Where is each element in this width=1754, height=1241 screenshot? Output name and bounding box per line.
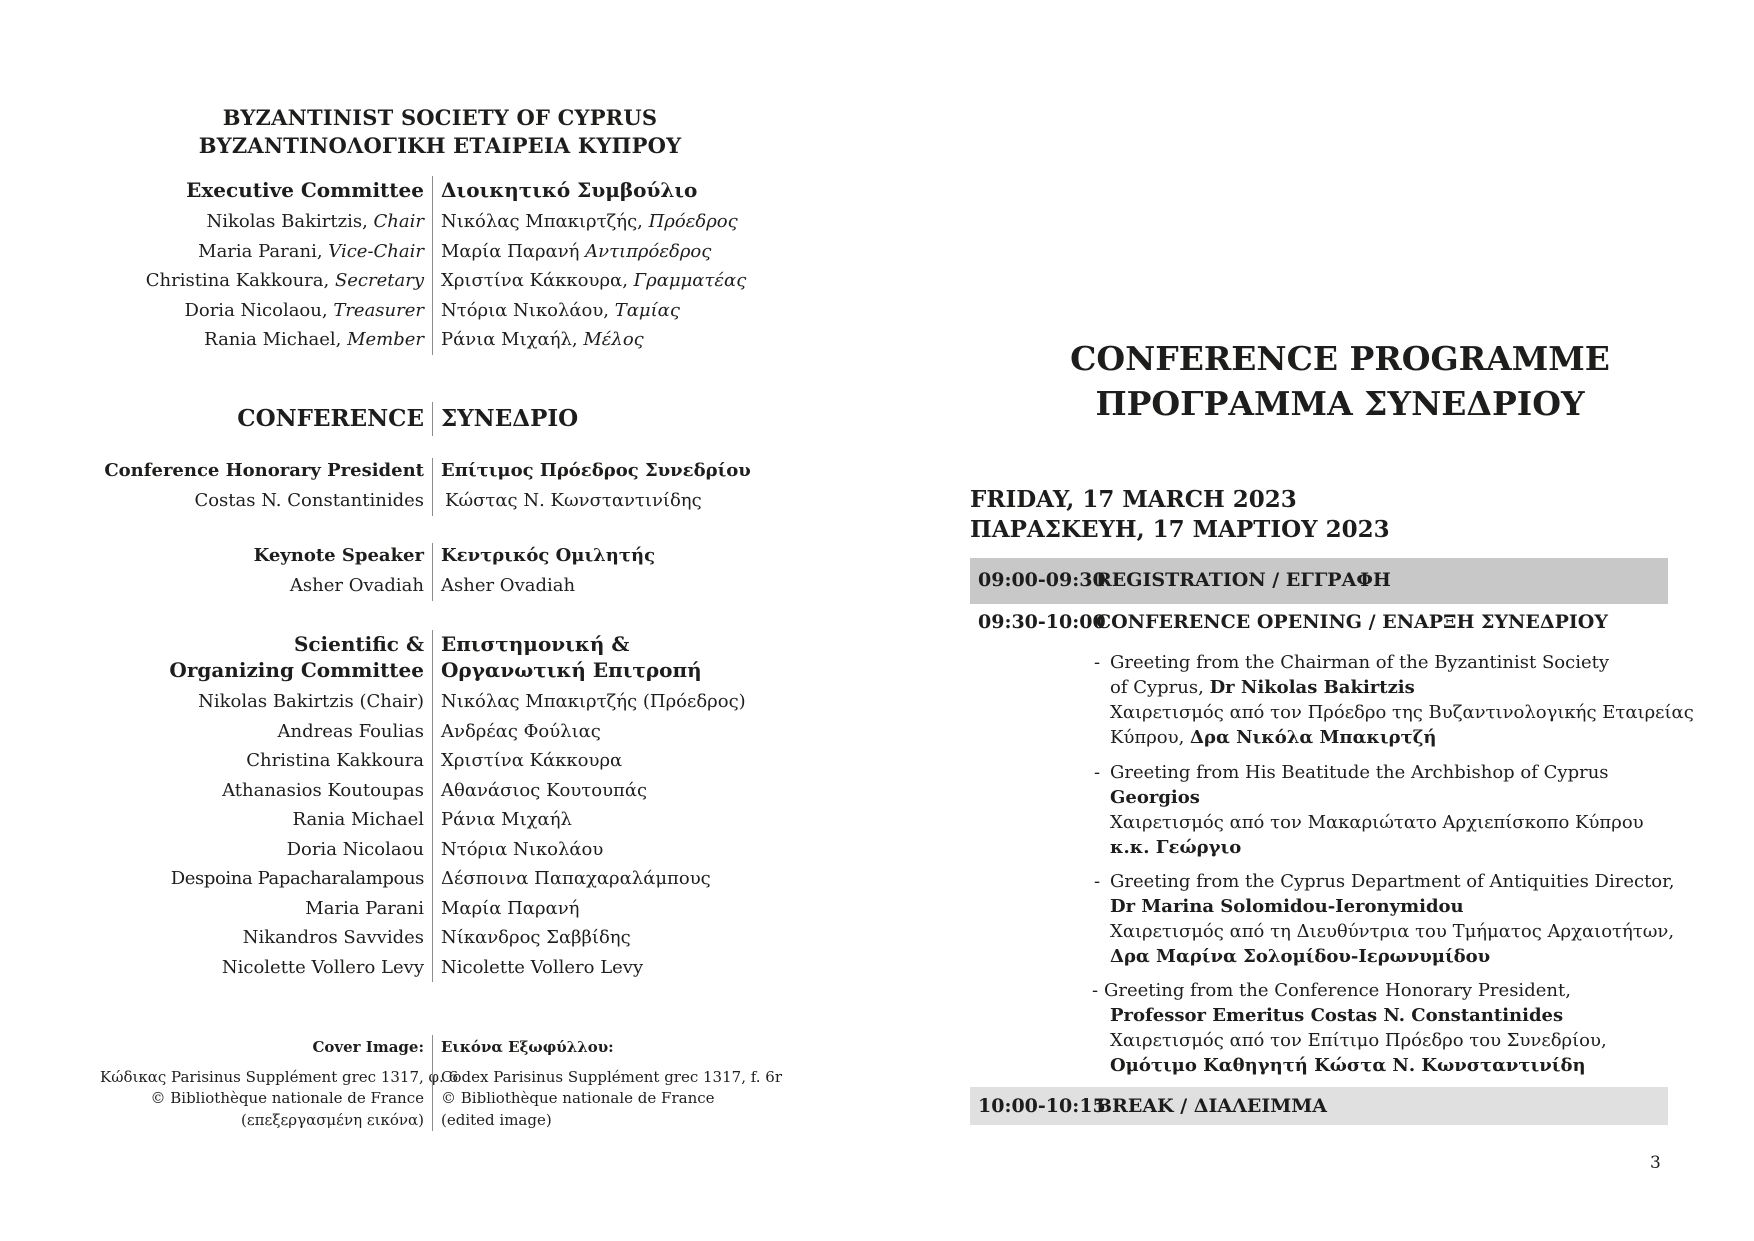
committee-member-gr: Ντόρια Νικολάου [432, 835, 780, 865]
committee-member-row [100, 894, 780, 924]
committee-member-gr: Ράνια Μιχαήλ [432, 805, 780, 835]
greeting-gr-line1: Χαιρετισμός από τον Μακαριώτατο Αρχιεπίσκοπο Κύπρου [1110, 812, 1644, 833]
keynote-name-gr: Asher Ovadiah [432, 571, 780, 601]
honorary-heading-gr: Επίτιμος Πρόεδρος Συνεδρίου [432, 458, 780, 486]
cover-left-line: (επεξεργασμένη εικόνα) [241, 1110, 424, 1129]
honorary-heading-row [100, 458, 780, 486]
member-role-gr: Ταμίας [614, 299, 680, 321]
conference-heading-row [100, 402, 780, 436]
member-role-en: Vice-Chair [328, 240, 424, 262]
bullet-dash: - [1094, 652, 1101, 673]
registration-label: REGISTRATION / ΕΓΓΡΑΦΗ [1096, 569, 1391, 591]
greeting-gr-line1: Χαιρετισμός από τον Επίτιμο Πρόεδρο του Συνεδρίου, [1110, 1030, 1607, 1051]
cover-right-line: (edited image) [432, 1110, 780, 1132]
conference-heading-en: CONFERENCE [237, 405, 424, 432]
committee-heading-gr-2: Οργανωτική Επιτροπή [441, 658, 702, 682]
greeting-item [1094, 650, 1694, 750]
member-role-gr: Αντιπρόεδρος [585, 240, 712, 262]
committee-member-gr: Ανδρέας Φούλιας [432, 717, 780, 747]
greeting-item [1094, 760, 1674, 860]
programme-title [970, 336, 1710, 426]
opening-row [970, 609, 1668, 639]
greeting-gr-name: Δρα Νικόλα Μπακιρτζή [1190, 727, 1437, 748]
committee-member-row [100, 864, 780, 894]
greeting-gr-name: Δρα Μαρίνα Σολομίδου-Ιερωνυμίδου [1110, 946, 1491, 967]
committee-member-gr: Νικόλας Μπακιρτζής (Πρόεδρος) [432, 687, 780, 717]
committee-member-row [100, 717, 780, 747]
greeting-en-line2: of Cyprus, [1110, 677, 1210, 698]
keynote-name-en: Asher Ovadiah [289, 575, 424, 596]
registration-row [970, 558, 1668, 604]
keynote-heading-gr: Κεντρικός Ομιλητής [432, 543, 780, 571]
honorary-president-block [100, 458, 780, 516]
member-role-en: Secretary [334, 270, 424, 291]
committee-member-row [100, 687, 780, 717]
executive-committee-block [100, 176, 780, 355]
cover-left-line: Κώδικας Parisinus Supplément grec 1317, φ. 6 [100, 1067, 459, 1086]
cover-heading-left: Cover Image: [312, 1038, 424, 1056]
committee-member-en: Rania Michael [292, 809, 424, 830]
committee-member-row [100, 746, 780, 776]
committee-member-en: Athanasios Koutoupas [222, 779, 424, 801]
break-label: BREAK / ΔΙΑΛΕΙΜΜΑ [1096, 1095, 1328, 1117]
committee-member-row [100, 805, 780, 835]
break-time: 10:00-10:15 [978, 1095, 1106, 1117]
honorary-name-row [100, 486, 780, 516]
greeting-gr-line2: Κύπρου, [1110, 727, 1191, 748]
cover-right-line: Codex Parisinus Supplément grec 1317, f. 6r [432, 1067, 782, 1089]
committee-heading-en-2: Organizing Committee [169, 658, 424, 682]
page-number: 3 [1650, 1153, 1661, 1173]
member-role-gr: Μέλος [583, 329, 644, 350]
executive-member-row [100, 296, 780, 326]
executive-heading-en: Executive Committee [186, 178, 424, 202]
bullet-dash: - [1092, 980, 1099, 1001]
greeting-en-name: Dr Marina Solomidou-Ieronymidou [1110, 896, 1464, 917]
greeting-gr-name: Ομότιμο Καθηγητή Κώστα Ν. Κωνσταντινίδη [1110, 1055, 1586, 1076]
programme-title-en: CONFERENCE PROGRAMME [1070, 339, 1610, 378]
organizing-committee-block [100, 630, 780, 982]
bullet-dash: - [1094, 871, 1101, 892]
keynote-name-row [100, 571, 780, 601]
cover-heading-right: Εικόνα Εξωφύλλου: [432, 1035, 780, 1067]
cover-credit-row [100, 1110, 780, 1132]
member-role-gr: Πρόεδρος [648, 211, 738, 232]
greeting-gr-line1: Χαιρετισμός από τον Πρόεδρο της Βυζαντινολογικής Εταιρείας [1110, 702, 1694, 723]
keynote-heading-en: Keynote Speaker [253, 545, 424, 566]
registration-time: 09:00-09:30 [978, 569, 1106, 591]
committee-member-row [100, 776, 780, 806]
committee-member-row [100, 835, 780, 865]
society-title-gr: ΒΥΖΑΝΤΙΝΟΛΟΓΙΚΗ ΕΤΑΙΡΕΙΑ ΚΥΠΡΟΥ [198, 133, 682, 158]
committee-member-en: Christina Kakkoura [246, 750, 424, 771]
committee-member-row [100, 923, 780, 953]
break-row [970, 1087, 1668, 1125]
honorary-name-en: Costas N. Constantinides [194, 490, 424, 511]
cover-credit-row [100, 1067, 780, 1089]
executive-member-row [100, 237, 780, 267]
executive-member-row [100, 207, 780, 237]
executive-member-row [100, 266, 780, 296]
keynote-heading-row [100, 543, 780, 571]
society-title [160, 104, 720, 160]
committee-member-gr: Nicolette Vollero Levy [432, 953, 780, 983]
cover-left-line: © Bibliothèque nationale de France [150, 1089, 424, 1107]
member-name-gr: Χριστίνα Κάκκουρα, [441, 270, 634, 291]
cover-credit-row [100, 1088, 780, 1110]
greeting-en-line1: Greeting from His Beatitude the Archbishop of Cyprus [1110, 762, 1609, 783]
committee-member-gr: Αθανάσιος Κουτουπάς [432, 776, 780, 806]
committee-member-gr: Χριστίνα Κάκκουρα [432, 746, 780, 776]
member-name-gr: Μαρία Παρανή [441, 240, 586, 262]
member-name-en: Christina Kakkoura, [145, 270, 335, 291]
committee-member-row [100, 953, 780, 983]
committee-member-en: Despoina Papacharalampous [170, 868, 424, 889]
honorary-name-gr: Κώστας Ν. Κωνσταντινίδης [432, 486, 780, 516]
committee-member-en: Nikandros Savvides [242, 927, 424, 948]
greeting-en-line1: Greeting from the Chairman of the Byzantinist Society [1110, 652, 1609, 673]
committee-member-en: Maria Parani [305, 897, 424, 919]
committee-member-en: Nikolas Bakirtzis (Chair) [198, 691, 424, 712]
opening-time: 09:30-10:00 [978, 611, 1106, 633]
member-role-gr: Γραμματέας [633, 270, 747, 291]
cover-right-line: © Bibliothèque nationale de France [432, 1088, 780, 1110]
honorary-heading-en: Conference Honorary President [104, 460, 424, 481]
member-name-gr: Ντόρια Νικολάου, [441, 299, 615, 321]
keynote-block [100, 543, 780, 601]
member-name-en: Maria Parani, [198, 240, 329, 262]
committee-heading-en-1: Scientific & [293, 632, 424, 656]
greeting-gr-line1: Χαιρετισμός από τη Διευθύντρια του Τμήματος Αρχαιοτήτων, [1110, 921, 1675, 942]
committee-heading-row [100, 630, 780, 687]
member-role-en: Treasurer [333, 299, 424, 321]
committee-member-gr: Νίκανδρος Σαββίδης [432, 923, 780, 953]
society-title-en: BYZANTINIST SOCIETY OF CYPRUS [222, 105, 658, 130]
committee-member-gr: Μαρία Παρανή [432, 894, 780, 924]
committee-heading-gr-1: Επιστημονική & [441, 632, 630, 656]
bullet-dash: - [1094, 762, 1101, 783]
executive-heading-gr: Διοικητικό Συμβούλιο [432, 176, 780, 207]
cover-credits-block [100, 1035, 780, 1131]
conference-heading-block [100, 402, 780, 436]
conference-heading-gr: ΣΥΝΕΔΡΙΟ [432, 402, 780, 436]
member-name-en: Nikolas Bakirtzis, [206, 211, 374, 232]
committee-member-gr: Δέσποινα Παπαχαραλάμπους [432, 864, 780, 894]
member-role-en: Member [347, 329, 424, 350]
committee-member-en: Doria Nicolaou [286, 838, 424, 860]
member-name-gr: Ράνια Μιχαήλ, [441, 329, 584, 350]
member-name-en: Doria Nicolaou, [184, 299, 334, 321]
programme-title-gr: ΠΡΟΓΡΑΜΜΑ ΣΥΝΕΔΡΙΟΥ [1095, 384, 1585, 423]
greeting-en-name: Professor Emeritus Costas N. Constantinides [1110, 1005, 1564, 1026]
member-name-en: Rania Michael, [204, 329, 348, 350]
member-role-en: Chair [373, 211, 424, 232]
member-name-gr: Νικόλας Μπακιρτζής, [441, 211, 649, 232]
day-heading-en: FRIDAY, 17 MARCH 2023 [970, 486, 1297, 513]
committee-member-en: Nicolette Vollero Levy [221, 956, 424, 978]
greeting-item [1092, 978, 1672, 1078]
day-heading-gr: ΠΑΡΑΣΚΕΥΗ, 17 ΜΑΡΤΙΟΥ 2023 [970, 516, 1390, 543]
cover-heading-row [100, 1035, 780, 1067]
greeting-gr-name: κ.κ. Γεώργιο [1110, 837, 1242, 858]
committee-member-en: Andreas Foulias [277, 720, 424, 742]
day-heading [970, 485, 1390, 545]
greeting-en-name: Dr Nikolas Bakirtzis [1209, 677, 1415, 698]
greeting-en-name: Georgios [1110, 787, 1200, 808]
executive-member-row [100, 325, 780, 355]
greeting-en-line1: Greeting from the Conference Honorary President, [1104, 980, 1571, 1001]
greeting-en-line1: Greeting from the Cyprus Department of Antiquities Director, [1110, 871, 1675, 892]
executive-heading-row [100, 176, 780, 207]
greeting-item [1094, 869, 1674, 969]
opening-label: CONFERENCE OPENING / ΕΝΑΡΞΗ ΣΥΝΕΔΡΙΟΥ [1096, 611, 1608, 633]
